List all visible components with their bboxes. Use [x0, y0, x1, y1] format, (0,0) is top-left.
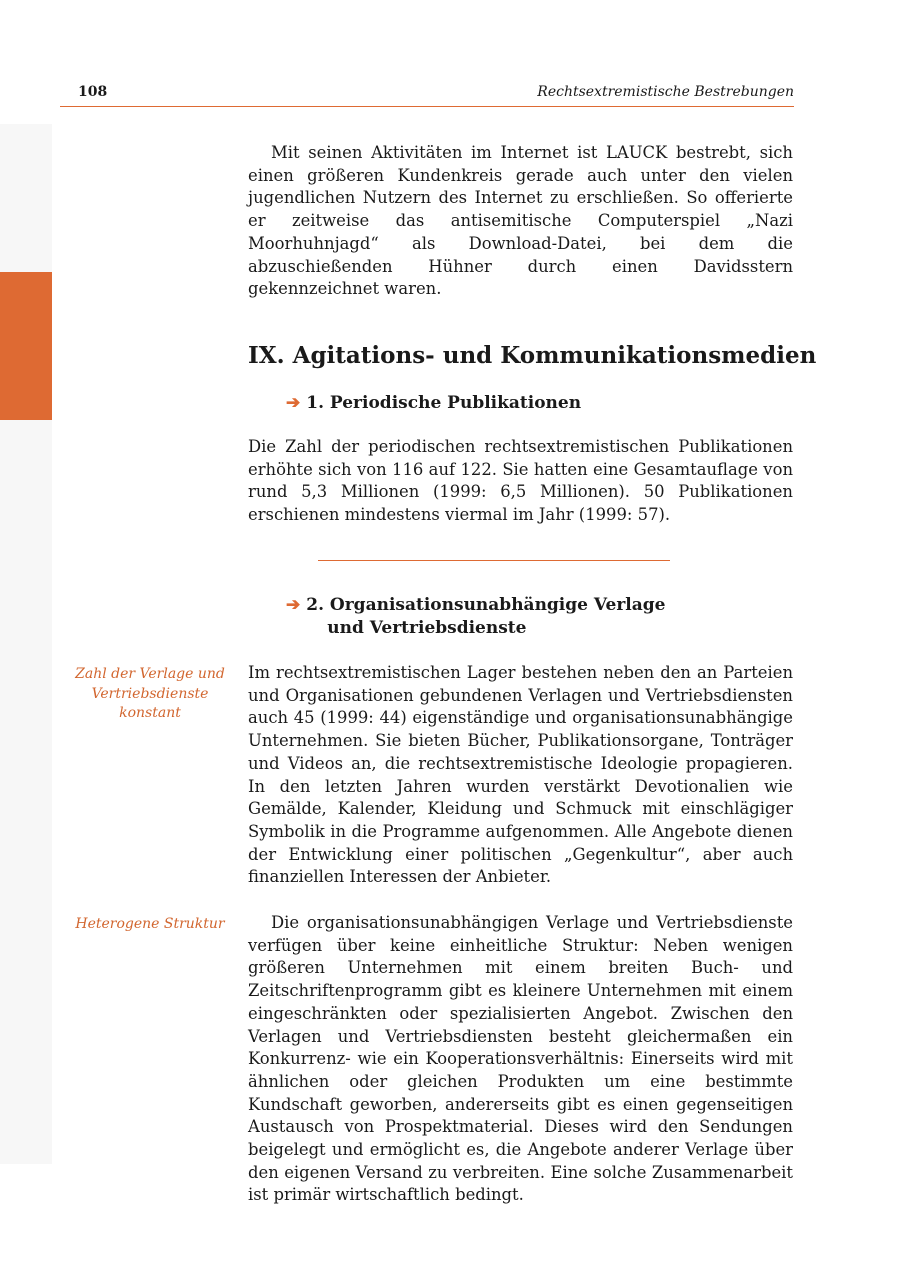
subsection-1-paragraph: Die Zahl der periodischen rechtsextremistischen Publikationen erhöhte sich von 116 auf 122. Sie hatten eine Gesamtauflage von rund 5,3 Millionen (1999: 6,5 Millionen). 50 Publikationen erschienen mindestens viermal im Jahr (1999: 57). — [248, 437, 793, 525]
subsection-2-paragraph-1: Im rechtsextremistischen Lager bestehen neben den an Parteien und Organisationen gebundenen Verlagen und Vertriebsdiensten auch 45 (1999: 44) eigenständige und organisationsunabhängige Unternehmen. Sie bieten Bücher, Publikationsorgane, Tonträger und Videos an, die rechtsextremistische Ideologie propagieren. In den letzten Jahren wurden verstärkt Devotionalien wie Gemälde, Kalender, Kleidung und Schmuck mit einschlägiger Symbolik in die Programme aufgenommen. Alle Angebote dienen der Entwicklung einer politischen „Gegenkultur“, aber auch finanziellen Interessen der Anbieter. — [248, 663, 793, 887]
page-number: 108 — [78, 84, 108, 100]
arrow-right-icon: ➔ — [286, 595, 301, 615]
section-heading: IX. Agitations- und Kommunikationsmedien — [248, 342, 817, 369]
intro-paragraph: Mit seinen Aktivitäten im Internet ist LAUCK bestrebt, sich einen größeren Kundenkreis gerade auch unter den vielen jugendlichen Nutzern des Internet zu erschließen. So offerierte er zeitweise das antisemitische Computerspiel „Nazi Moorhuhnjagd“ als Download-Datei, bei dem die abzuschießenden Hühner durch einen Davidsstern gekennzeichnet waren. — [248, 143, 793, 299]
marginal-note-2: Heterogene Struktur — [75, 916, 225, 932]
subsection-1-body — [248, 436, 793, 527]
subsection-1-heading — [286, 392, 581, 415]
section-divider — [318, 560, 670, 561]
header-rule — [60, 106, 794, 107]
subsection-2-body-2 — [248, 912, 793, 1207]
subsection-1-title: 1. Periodische Publikationen — [306, 393, 582, 413]
subsection-2-body-1 — [248, 662, 793, 889]
arrow-right-icon: ➔ — [286, 393, 301, 413]
marginal-note-1: Zahl der Verlage und Vertriebsdienste konstant — [75, 666, 225, 721]
subsection-2-paragraph-2: Die organisationsunabhängigen Verlage und Vertriebsdienste verfügen über keine einheitliche Struktur: Neben wenigen größeren Unternehmen mit einem breiten Buch- und Zeitschriftenprogramm gibt es kleinere Unternehmen mit einem eingeschränkten oder spezialisierten Angebot. Zwischen den Verlagen und Vertriebsdiensten besteht gleichermaßen ein Konkurrenz- wie ein Kooperationsverhältnis: Einerseits wird mit ähnlichen oder gleichen Produkten um eine bestimmte Kundschaft geworben, andererseits gibt es einen gegenseitigen Austausch von Prospektmaterial. Dieses wird den Sendungen beigelegt und ermöglicht es, die Angebote anderer Verlage über den eigenen Versand zu verbreiten. Eine solche Zusammenarbeit ist primär wirtschaftlich bedingt. — [248, 913, 793, 1205]
intro-block — [248, 142, 793, 301]
subsection-2-heading — [286, 594, 665, 640]
page-header — [78, 84, 794, 104]
running-title: Rechtsextremistische Bestrebungen — [537, 84, 794, 100]
subsection-2-title-line1: 2. Organisationsunabhängige Verlage — [306, 595, 666, 615]
chapter-tab-marker — [0, 272, 52, 420]
subsection-2-title-line2: und Vertriebsdienste — [327, 618, 527, 638]
